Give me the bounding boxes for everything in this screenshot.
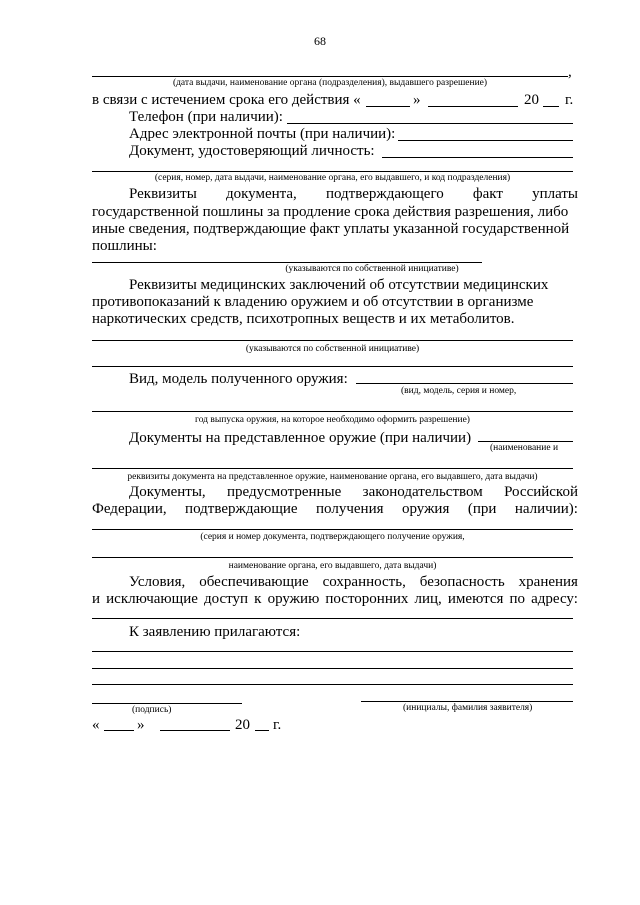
date-month-blank — [160, 730, 230, 731]
page-number: 68 — [314, 34, 326, 48]
conditions-word: Условия, — [129, 574, 186, 590]
weapon-label: Вид, модель полученного оружия: — [129, 371, 348, 387]
weapon-documents-line — [478, 441, 573, 442]
expiry-year-prefix: 20 — [524, 92, 539, 108]
expiry-text-start: в связи с истечением срока его действия « — [92, 92, 361, 108]
fee-paragraph-line-3: иные сведения, подтверждающие факт уплаты указанной государственной — [92, 221, 570, 237]
caption-rf-document: (серия и номер документа, подтверждающего получение оружия, — [200, 532, 465, 542]
caption-own-initiative-1: (указываются по собственной инициативе) — [285, 264, 459, 274]
fee-word: уплаты — [532, 186, 578, 202]
id-document-line-2 — [92, 171, 573, 172]
attachments-line-3 — [92, 684, 573, 685]
weapon-documents-label: Документы на представленное оружие (при наличии) — [129, 430, 472, 446]
conditions-word: лиц, — [414, 591, 442, 607]
conditions-paragraph-line-2 — [92, 590, 578, 608]
rf-field-line-2 — [92, 557, 573, 558]
expiry-quote-close: » — [413, 92, 421, 108]
rf-word: Российской — [504, 484, 578, 500]
signature-line — [92, 703, 242, 704]
conditions-word: обеспечивающие — [199, 574, 309, 590]
address-field-line — [92, 618, 573, 619]
weapon-field-line-2 — [92, 411, 573, 412]
caption-issue-date: (дата выдачи, наименование органа (подразделения), выдавшего разрешение) — [172, 78, 488, 88]
conditions-word: сохранность, — [322, 574, 406, 590]
medical-paragraph-line-3: наркотических средств, психотропных веществ и их метаболитов. — [92, 311, 515, 327]
id-document-line — [382, 157, 573, 158]
rf-word: получения — [316, 501, 384, 517]
conditions-word: и — [92, 591, 101, 607]
rf-paragraph-line-2 — [92, 500, 578, 518]
date-quote-close: » — [137, 717, 145, 733]
conditions-word: безопасность — [419, 574, 505, 590]
rf-word: подтверждающие — [185, 501, 298, 517]
rf-word: законодательством — [362, 484, 483, 500]
weapon-documents-line-2 — [92, 468, 573, 469]
expiry-year-blank — [543, 106, 559, 107]
rf-word: Федерации, — [92, 501, 167, 517]
expiry-day-blank — [366, 106, 410, 107]
conditions-word: к — [254, 591, 262, 607]
rf-field-line — [92, 529, 573, 530]
caption-weapon: (вид, модель, серия и номер, — [401, 386, 517, 396]
fee-word: подтверждающего — [325, 186, 444, 202]
caption-own-initiative-2: (указываются по собственной инициативе) — [245, 344, 420, 354]
caption-weapon-documents: (наименование и — [490, 443, 559, 453]
caption-id-document: (серия, номер, дата выдачи, наименование органа, его выдавшего, и код подразделения) — [154, 173, 511, 183]
conditions-word: оружию — [267, 591, 320, 607]
caption-rf-document-2: наименование органа, его выдавшего, дата выдачи) — [228, 561, 437, 571]
applicant-name-line — [361, 701, 573, 702]
caption-weapon-year: год выпуска оружия, на которое необходимо оформить разрешение) — [195, 415, 470, 425]
fee-word: документа, — [225, 186, 297, 202]
conditions-word: доступ — [204, 591, 249, 607]
fee-word: Реквизиты — [129, 186, 197, 202]
caption-weapon-documents-2: реквизиты документа на представленное оружие, наименование органа, его выдавшего, дата выдачи) — [127, 472, 538, 482]
rf-word: предусмотренные — [227, 484, 342, 500]
attachments-line-1 — [92, 651, 573, 652]
rf-paragraph-line-1 — [129, 483, 578, 501]
fee-paragraph-line-1 — [129, 185, 578, 203]
date-g: г. — [273, 717, 282, 733]
medical-paragraph-line-2: противопоказаний к владению оружием и об отсутствии в организме — [92, 294, 534, 310]
email-field-line — [398, 140, 573, 141]
conditions-word: исключающие — [106, 591, 198, 607]
conditions-word: посторонних — [325, 591, 409, 607]
rf-word: наличии): — [514, 501, 578, 517]
date-day-blank — [104, 730, 134, 731]
conditions-word: имеются — [447, 591, 504, 607]
date-year-prefix: 20 — [235, 717, 250, 733]
attachments-label: К заявлению прилагаются: — [129, 624, 301, 640]
expiry-g: г. — [565, 92, 574, 108]
rf-word: Документы, — [129, 484, 206, 500]
medical-field-line — [92, 340, 573, 341]
conditions-paragraph-line-1 — [129, 573, 578, 591]
line-comma: , — [568, 64, 572, 80]
medical-field-line-2 — [92, 366, 573, 367]
date-quote-open: « — [92, 717, 100, 733]
weapon-field-line — [356, 383, 573, 384]
id-document-label: Документ, удостоверяющий личность: — [129, 143, 375, 159]
expiry-month-blank — [428, 106, 518, 107]
attachments-line-2 — [92, 668, 573, 669]
medical-paragraph-line-1: Реквизиты медицинских заключений об отсутствии медицинских — [129, 277, 549, 293]
caption-applicant-name: (инициалы, фамилия заявителя) — [403, 703, 533, 713]
phone-field-line — [287, 123, 573, 124]
issue-authority-line — [92, 76, 568, 77]
rf-word: (при — [467, 501, 497, 517]
phone-label: Телефон (при наличии): — [129, 109, 283, 125]
fee-paragraph-line-2: государственной пошлины за продление срока действия разрешения, либо — [92, 204, 569, 220]
fee-field-line — [92, 262, 482, 263]
conditions-word: по — [509, 591, 526, 607]
fee-word: факт — [472, 186, 503, 202]
conditions-word: адресу: — [531, 591, 578, 607]
fee-paragraph-line-4: пошлины: — [92, 238, 157, 254]
caption-signature: (подпись) — [132, 705, 172, 715]
date-year-blank — [255, 730, 269, 731]
rf-word: оружия — [401, 501, 450, 517]
conditions-word: хранения — [518, 574, 578, 590]
email-label: Адрес электронной почты (при наличии): — [129, 126, 396, 142]
